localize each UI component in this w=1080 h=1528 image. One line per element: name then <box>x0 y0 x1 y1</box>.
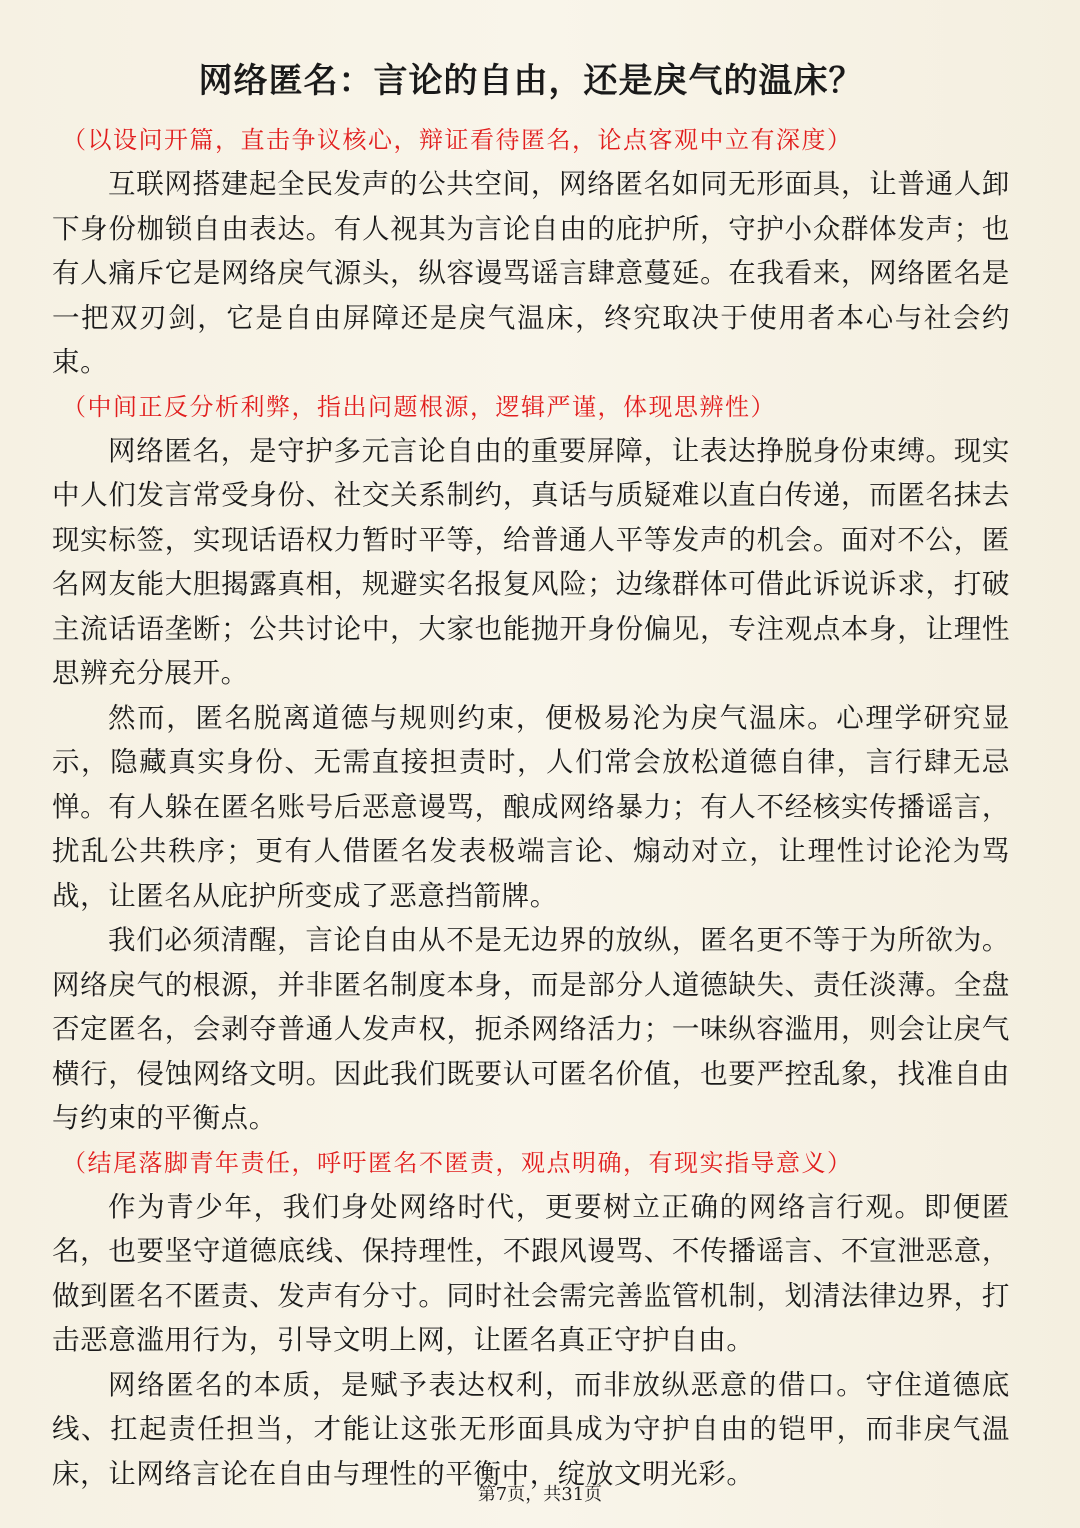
annotation-body: （中间正反分析利弊，指出问题根源，逻辑严谨，体现思辨性） <box>62 392 776 421</box>
paragraph-2: 网络匿名，是守护多元言论自由的重要屏障，让表达挣脱身份束缚。现实中人们发言常受身份、社交关系制约，真话与质疑难以直白传递，而匿名抹去现实标签，实现话语权力暂时平等，给普通人平等发声的机会。面对不公，匿名网友能大胆揭露真相，规避实名报复风险；边缘群体可借此诉说诉求，打破主流话语垄断；公共讨论中，大家也能抛开身份偏见，专注观点本身，让理性思辨充分展开。 <box>52 434 1010 689</box>
essay-title: 网络匿名：言论的自由，还是戾气的温床？ <box>198 61 864 101</box>
paragraph-4: 我们必须清醒，言论自由从不是无边界的放纵，匿名更不等于为所欲为。网络戾气的根源，并非匿名制度本身，而是部分人道德缺失、责任淡薄。全盘否定匿名，会剥夺普通人发声权，扼杀网络活力；一味纵容滥用，则会让戾气横行，侵蚀网络文明。因此我们既要认可匿名价值，也要严控乱象，找准自由与约束的平衡点。 <box>52 924 1010 1134</box>
paragraph-5: 作为青少年，我们身处网络时代，更要树立正确的网络言行观。即便匿名，也要坚守道德底线、保持理性，不跟风谩骂、不传播谣言、不宣泄恶意，做到匿名不匿责、发声有分寸。同时社会需完善监管机制，划清法律边界，打击恶意滥用行为，引导文明上网，让匿名真正守护自由。 <box>52 1190 1010 1356</box>
paragraph-1: 互联网搭建起全民发声的公共空间，网络匿名如同无形面具，让普通人卸下身份枷锁自由表达。有人视其为言论自由的庇护所，守护小众群体发声；也有人痛斥它是网络戾气源头，纵容谩骂谣言肆意蔓延。在我看来，网络匿名是一把双刃剑，它是自由屏障还是戾气温床，终究取决于使用者本心与社会约束。 <box>52 168 1010 378</box>
annotation-intro: （以设问开篇，直击争议核心，辩证看待匿名，论点客观中立有深度） <box>62 126 853 154</box>
paragraph-3: 然而，匿名脱离道德与规则约束，便极易沦为戾气温床。心理学研究显示，隐藏真实身份、无需直接担责时，人们常会放松道德自律，言行肆无忌惮。有人躲在匿名账号后恶意谩骂，酿成网络暴力；有人不经核实传播谣言，扰乱公共秩序；更有人借匿名发表极端言论、煽动对立，让理性讨论沦为骂战，让匿名从庇护所变成了恶意挡箭牌。 <box>52 701 1010 912</box>
paragraph-6: 网络匿名的本质，是赋予表达权利，而非放纵恶意的借口。守住道德底线、扛起责任担当，才能让这张无形面具成为守护自由的铠甲，而非戾气温床，让网络言论在自由与理性的平衡中，绽放文明光彩。 <box>52 1368 1010 1490</box>
annotation-conclusion: （结尾落脚青年责任，呼吁匿名不匿责，观点明确，有现实指导意义） <box>62 1148 853 1177</box>
page-number: 第7页，共31页 <box>477 1484 603 1505</box>
